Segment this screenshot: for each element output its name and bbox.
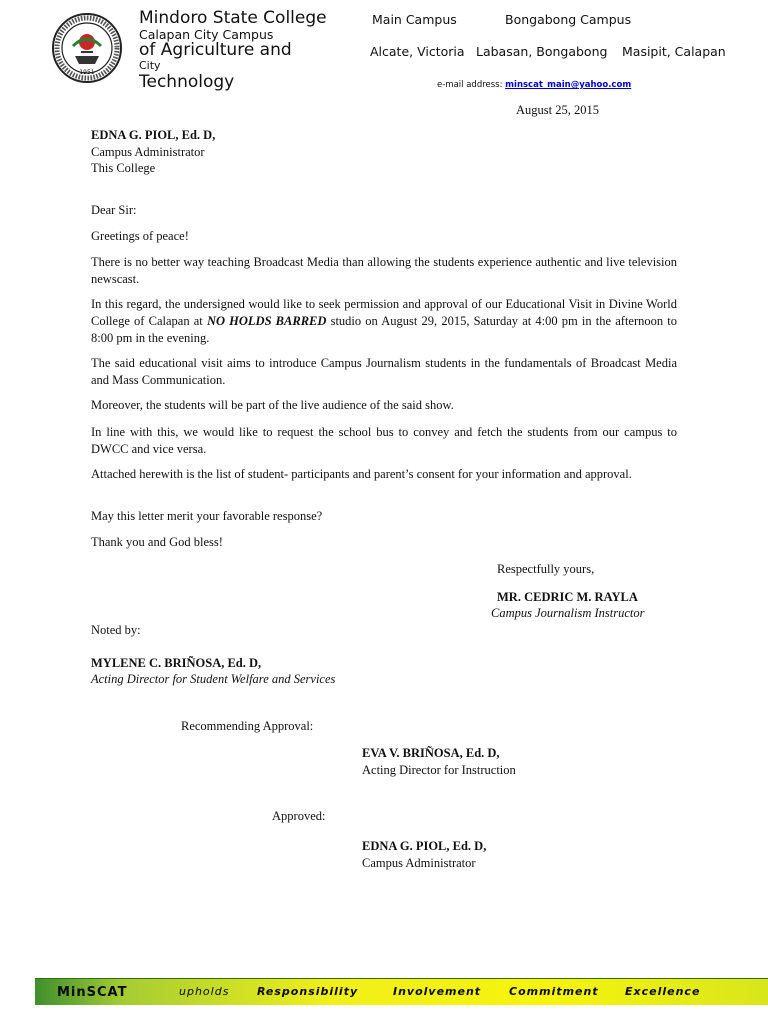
footer-banner — [35, 978, 768, 1005]
paragraph-6: Attached herewith is the list of student- participants and parent’s consent for your information and approval. — [91, 467, 632, 481]
email-line — [437, 80, 631, 90]
signer-title: Campus Journalism Instructor — [491, 606, 645, 620]
paragraph-4: Moreover, the students will be part of the live audience of the said show. — [91, 398, 454, 412]
noted-title: Acting Director for Student Welfare and Services — [91, 672, 336, 686]
college-seal-logo — [51, 12, 123, 84]
approved-label: Approved: — [272, 809, 326, 823]
closing: Respectfully yours, — [497, 562, 595, 576]
calapan-campus-location: Masipit, Calapan — [622, 44, 726, 59]
college-name-line2: of Agriculture and — [139, 40, 292, 60]
bongabong-campus-label: Bongabong Campus — [505, 12, 632, 27]
footer-value-excellence: Excellence — [625, 985, 701, 998]
main-campus-label: Main Campus — [372, 12, 457, 27]
recommending-name: EVA V. BRIÑOSA, Ed. D, — [362, 746, 500, 760]
paragraph-2-after: studio on August 29, 2015, Saturday at 4:00 pm in the afternoon to 8:00 pm in the evening. — [91, 314, 678, 345]
approved-name: EDNA G. PIOL, Ed. D, — [362, 839, 487, 853]
footer-value-commitment: Commitment — [509, 985, 599, 998]
paragraph-2 — [91, 296, 677, 347]
city-label: City — [139, 59, 161, 72]
paragraph-5: In line with this, we would like to request the school bus to convey and fetch the students from our campus to DWCC and vice versa. — [91, 425, 677, 456]
bongabong-campus-location: Labasan, Bongabong — [476, 44, 608, 59]
footer-value-responsibility: Responsibility — [257, 985, 359, 998]
college-name-line3: Technology — [139, 72, 235, 92]
signer-name: MR. CEDRIC M. RAYLA — [497, 590, 638, 604]
noted-by-label: Noted by: — [91, 623, 141, 637]
recipient-office: This College — [91, 161, 156, 175]
recommending-label: Recommending Approval: — [181, 719, 314, 733]
email-link[interactable]: minscat_main@yahoo.com — [505, 80, 632, 90]
paragraph-2-before: In this regard, the undersigned would like to seek permission and approval of our Educational Visit in Divine World College of Calapan at — [91, 297, 677, 328]
paragraph-1: There is no better way teaching Broadcast Media than allowing the students experience authentic and live television newscast. — [91, 255, 677, 286]
main-campus-location: Alcate, Victoria — [370, 44, 465, 59]
paragraph-3: The said educational visit aims to introduce Campus Journalism students in the fundamentals of Broadcast Media and Mass Communication. — [91, 356, 677, 387]
approved-title: Campus Administrator — [362, 856, 476, 870]
recipient-name: EDNA G. PIOL, Ed. D, — [91, 128, 216, 142]
footer-upholds: upholds — [179, 985, 230, 998]
salutation: Dear Sir: — [91, 203, 137, 217]
recipient-title: Campus Administrator — [91, 145, 205, 159]
campus-name: Calapan City Campus — [139, 27, 274, 42]
college-name-line1: Mindoro State College — [139, 8, 327, 28]
letter-date: August 25, 2015 — [516, 103, 599, 117]
footer-brand: MinSCAT — [57, 985, 128, 1000]
show-name-emphasis: NO HOLDS BARRED — [206, 314, 327, 328]
footer-value-involvement: Involvement — [393, 985, 482, 998]
noted-name: MYLENE C. BRIÑOSA, Ed. D, — [91, 656, 262, 670]
paragraph-7: May this letter merit your favorable response? — [91, 509, 323, 523]
greeting: Greetings of peace! — [91, 229, 189, 243]
paragraph-8: Thank you and God bless! — [91, 535, 223, 549]
email-label: e-mail address: — [437, 80, 503, 90]
recommending-title: Acting Director for Instruction — [362, 763, 516, 777]
seal-year: 1951 — [79, 69, 95, 76]
